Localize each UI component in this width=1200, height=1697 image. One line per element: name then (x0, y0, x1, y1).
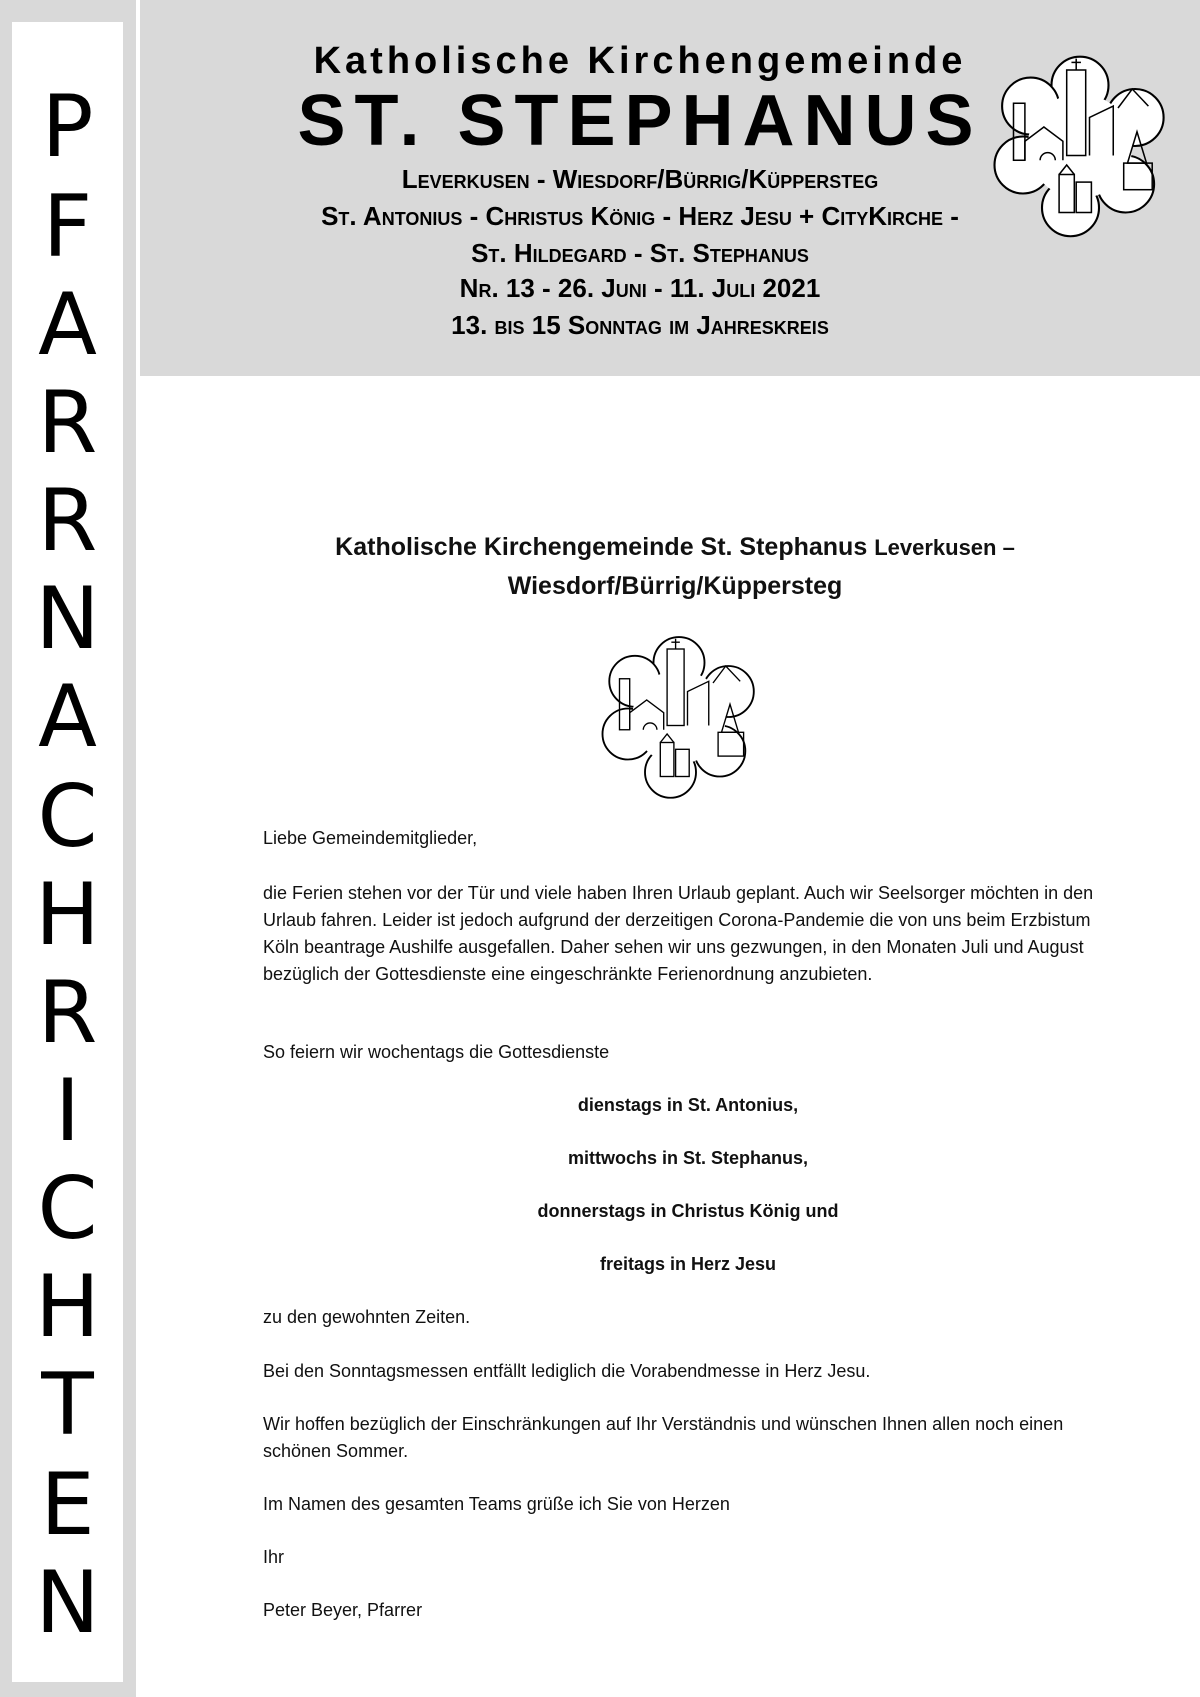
parish-label: Katholische Kirchengemeinde (313, 40, 967, 82)
vertical-letter: R (37, 373, 98, 473)
vertical-letter: H (35, 1257, 100, 1357)
letter-title-line2: Wiesdorf/Bürrig/Küppersteg (507, 572, 843, 600)
parish-logo-icon (985, 48, 1175, 244)
churches-line-2: St. Hildegard - St. Stephanus (471, 238, 809, 268)
vertical-letter: E (40, 1455, 95, 1555)
vertical-letter: N (35, 569, 100, 669)
vertical-letter: A (38, 667, 97, 767)
vertical-letter: A (38, 275, 97, 375)
parish-logo-icon (594, 628, 764, 806)
vertical-letter: C (37, 1159, 98, 1259)
letter-title-main: Katholische Kirchengemeinde St. Stephanus (335, 533, 868, 561)
closing: Ihr (263, 1547, 285, 1567)
issue-line: Nr. 13 - 26. Juni - 11. Juli 2021 (459, 273, 821, 303)
vertical-letter: R (37, 471, 98, 571)
paragraph-intro: die Ferien stehen vor der Tür und viele haben Ihren Urlaub geplant. Auch wir Seelsorger möchten in den Urlaub fahren. Leider ist jedoch aufgrund der derzeitigen Corona-Pandemie die von uns beim Erzbistum Köln beantrage Aushilfe ausgefallen. Daher sehen wir uns gezwungen, in den Monaten Juli und August bezüglich der Gottesdienste eine eingeschränkte Ferienordnung anzubieten. (263, 883, 1094, 984)
vertical-letter: P (41, 77, 94, 177)
schedule-item: mittwochs in St. Stephanus, (567, 1148, 809, 1168)
parish-name: ST. STEPHANUS (297, 81, 983, 161)
vertical-letter: N (35, 1553, 100, 1653)
schedule-item: freitags in Herz Jesu (599, 1254, 777, 1274)
letter-title-place: Leverkusen – (874, 535, 1015, 560)
paragraph-services: So feiern wir wochentags die Gottesdienste (263, 1042, 610, 1062)
vertical-letter: T (41, 1355, 94, 1455)
vertical-letter: I (54, 1061, 81, 1161)
schedule-item: dienstags in St. Antonius, (577, 1095, 799, 1115)
schedule-item: donnerstags in Christus König und (537, 1201, 839, 1221)
sunday-line: 13. bis 15 Sonntag im Jahreskreis (451, 310, 829, 340)
letter-title (200, 528, 1150, 605)
paragraph-times: zu den gewohnten Zeiten. (263, 1307, 471, 1327)
paragraph-regards: Im Namen des gesamten Teams grüße ich Sie von Herzen (263, 1494, 730, 1514)
vertical-letter: R (37, 963, 98, 1063)
greeting: Liebe Gemeindemitglieder, (263, 828, 478, 848)
paragraph-hope: Wir hoffen bezüglich der Einschränkungen auf Ihr Verständnis und wünschen Ihnen allen noch einen schönen Sommer. (263, 1414, 1064, 1461)
vertical-letter: F (42, 177, 93, 277)
location-line: Leverkusen - Wiesdorf/Bürrig/Küppersteg (401, 164, 879, 194)
vertical-letter: C (37, 767, 98, 867)
vertical-letter: H (35, 865, 100, 965)
signature: Peter Beyer, Pfarrer (263, 1600, 423, 1620)
vertical-title (12, 22, 123, 1682)
paragraph-sunday: Bei den Sonntagsmessen entfällt lediglich die Vorabendmesse in Herz Jesu. (263, 1361, 871, 1381)
churches-line-1: St. Antonius - Christus König - Herz Jesu + CityKirche - (321, 201, 959, 231)
side-band (0, 0, 136, 1697)
